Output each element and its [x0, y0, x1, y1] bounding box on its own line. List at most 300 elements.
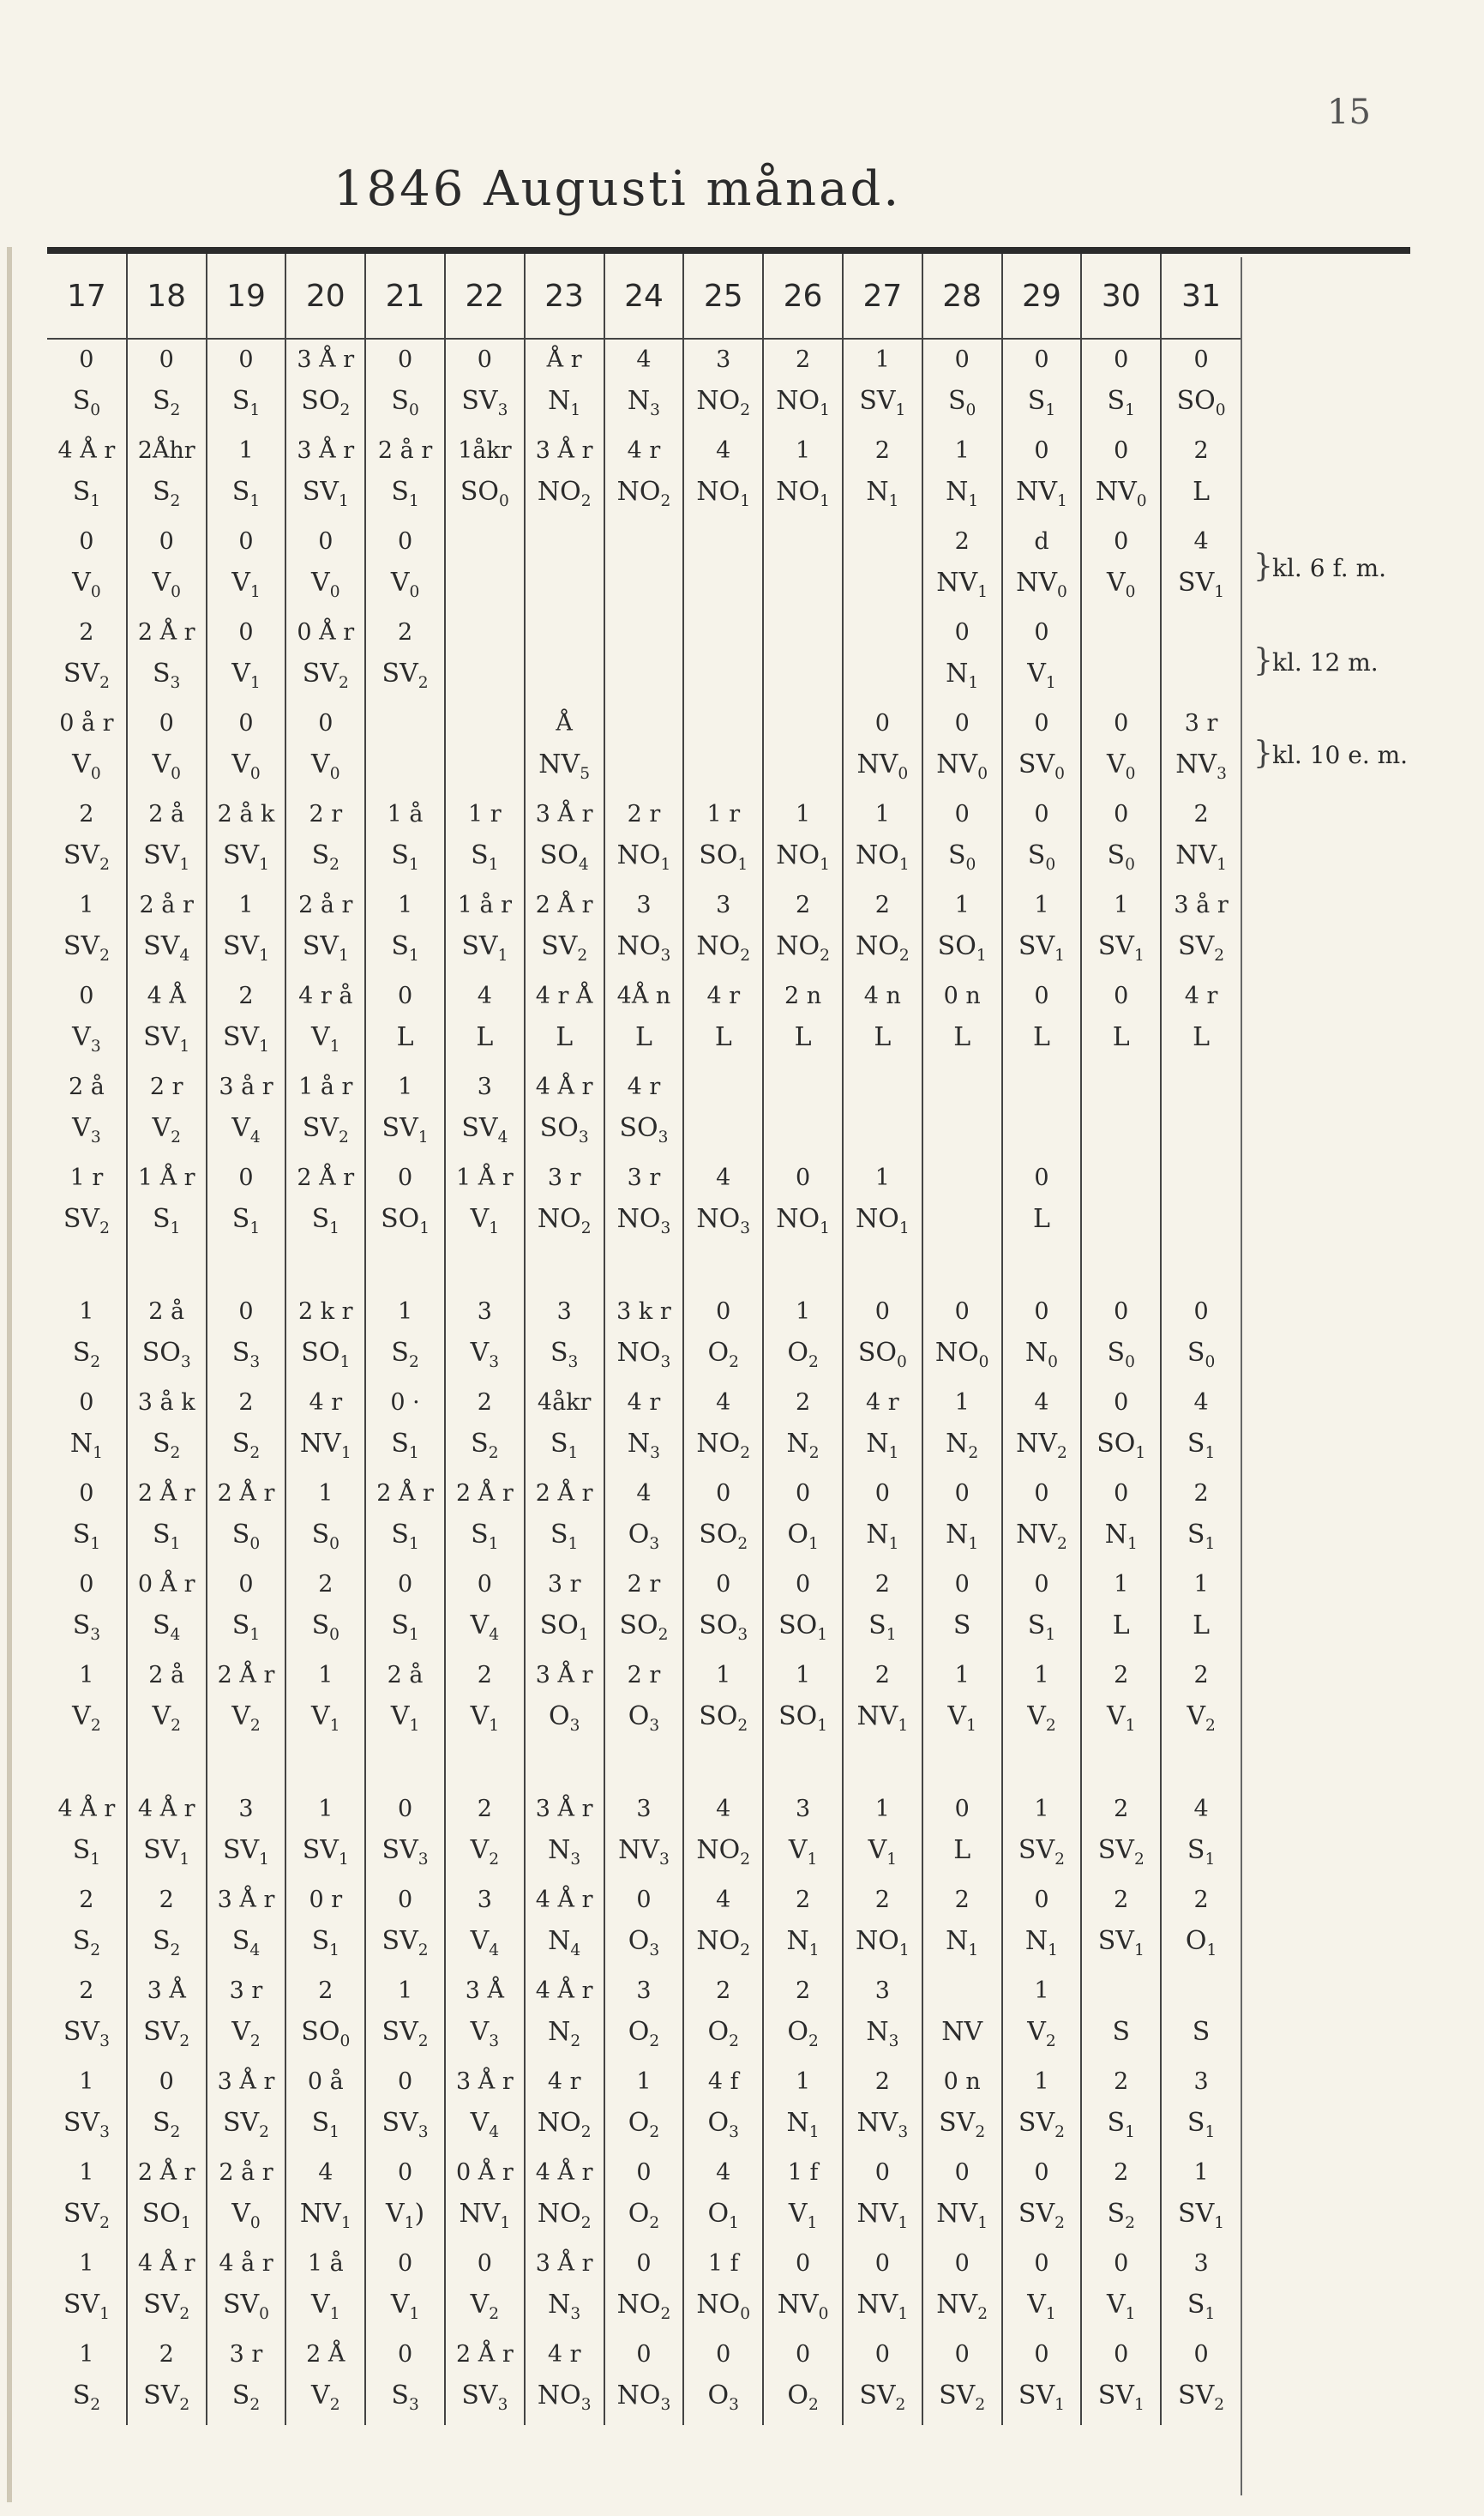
cloud-value: 0: [874, 2159, 890, 2186]
observation-cell: [365, 1789, 445, 1880]
observation-cell: [1161, 1382, 1241, 1473]
cloud-value: 3 r: [229, 2341, 263, 2368]
wind-value: $S_1$: [231, 1204, 261, 1237]
cloud-value: [1162, 612, 1241, 653]
wind-value: [1162, 653, 1241, 695]
wind-value: $N_2$: [548, 2017, 581, 2050]
cloud-value: 2 å: [148, 1662, 185, 1688]
observation-row: [47, 1473, 1241, 1564]
observation-cell: [47, 1158, 127, 1249]
wind-value: L: [794, 1022, 812, 1052]
spacer-cell: [1002, 1249, 1082, 1291]
observation-cell: [445, 1880, 525, 1971]
wind-value: $S_2$: [391, 1338, 419, 1371]
observation-cell: [1161, 521, 1241, 612]
cloud-value: 1 f: [707, 2250, 739, 2277]
spacer-cell: [365, 1249, 445, 1291]
wind-value: $S_2$: [471, 1429, 499, 1462]
observation-cell: [604, 430, 684, 521]
wind-value: L: [1033, 1204, 1050, 1234]
observation-cell: [285, 1880, 365, 1971]
wind-value: $S_2$: [72, 1338, 101, 1371]
observation-cell: [47, 1067, 127, 1158]
cloud-value: 1: [318, 1480, 333, 1507]
cloud-value: 0: [795, 2250, 811, 2277]
wind-value: $SV_2$: [541, 931, 588, 965]
wind-value: $V_4$: [470, 1926, 500, 1959]
wind-value: $NV_1$: [459, 2199, 511, 2232]
wind-value: $NO_3$: [616, 1338, 671, 1371]
observation-cell: [207, 521, 286, 612]
wind-value: $NO_3$: [616, 1204, 671, 1237]
wind-value: $NV_0$: [936, 749, 988, 783]
cloud-value: [1082, 612, 1160, 653]
wind-value: $NV_1$: [299, 1429, 351, 1462]
observation-cell: [285, 612, 365, 703]
observation-cell: [683, 1382, 763, 1473]
cloud-value: [1082, 1158, 1160, 1199]
observation-cell: [47, 1382, 127, 1473]
spacer-cell: [445, 1249, 525, 1291]
day-header-row: [47, 254, 1241, 339]
cloud-value: 0: [318, 528, 333, 555]
observation-cell: [207, 703, 286, 794]
observation-cell: [922, 1067, 1002, 1158]
wind-value: $N_1$: [786, 2108, 820, 2141]
observation-cell: [47, 703, 127, 794]
observation-cell: [1161, 2334, 1241, 2425]
observation-cell: [1081, 794, 1161, 885]
cloud-value: 1 Å r: [137, 1165, 195, 1191]
wind-value: $S_0$: [947, 840, 976, 874]
observation-cell: [365, 2243, 445, 2334]
cloud-value: 4 Å: [147, 983, 186, 1009]
wind-value: $S_1$: [391, 1610, 419, 1644]
wind-value: $S_4$: [231, 1926, 261, 1959]
wind-value: $N_1$: [786, 1926, 820, 1959]
day-header: 28: [922, 254, 1002, 339]
cloud-value: 1: [1034, 892, 1049, 918]
wind-value: $NV_0$: [1016, 568, 1067, 601]
observation-cell: [525, 1382, 604, 1473]
observation-cell: [1002, 1971, 1082, 2062]
observation-cell: [445, 1789, 525, 1880]
day-header: 26: [763, 254, 843, 339]
cloud-value: 2 å k: [217, 801, 275, 828]
spacer-cell: [285, 1746, 365, 1789]
wind-value: S: [1112, 2017, 1131, 2047]
wind-value: [1082, 653, 1160, 695]
wind-value: $SV_4$: [461, 1113, 508, 1147]
cloud-value: 0: [954, 619, 970, 646]
cloud-value: 4 r: [547, 2341, 581, 2368]
cloud-value: 0: [477, 2250, 492, 2277]
wind-value: $V_0$: [72, 568, 101, 601]
wind-value: $S_0$: [947, 386, 976, 419]
observation-cell: [683, 1655, 763, 1746]
observation-cell: [445, 2152, 525, 2243]
cloud-value: 0: [1193, 2341, 1209, 2368]
wind-value: $SV_1$: [222, 840, 270, 874]
observation-cell: [1161, 1473, 1241, 1564]
observation-cell: [445, 521, 525, 612]
observation-cell: [1081, 2334, 1161, 2425]
wind-value: $S_2$: [152, 477, 181, 510]
cloud-value: [526, 521, 604, 563]
cloud-value: 3: [636, 1977, 652, 2004]
observation-cell: [445, 1473, 525, 1564]
observation-cell: [127, 2334, 207, 2425]
wind-value: $NV_1$: [856, 2199, 909, 2232]
cloud-value: 0: [1034, 1298, 1049, 1325]
wind-value: $SV_3$: [382, 1835, 429, 1869]
observation-cell: [365, 1655, 445, 1746]
wind-value: $SV_2$: [302, 659, 349, 692]
cloud-value: 0: [716, 1480, 731, 1507]
cloud-value: 3: [477, 1074, 492, 1100]
observation-cell: [763, 1789, 843, 1880]
observation-cell: [1081, 1291, 1161, 1382]
wind-value: $O_3$: [707, 2108, 739, 2141]
wind-value: $V_1$: [231, 659, 261, 692]
cloud-value: [1162, 1971, 1241, 2012]
cloud-value: 4 f: [707, 2068, 739, 2095]
cloud-value: 0: [1034, 983, 1049, 1009]
observation-cell: [207, 1473, 286, 1564]
wind-value: $NO_2$: [616, 477, 671, 510]
cloud-value: 0: [397, 1571, 413, 1598]
observation-cell: [207, 1067, 286, 1158]
spacer-cell: [285, 1249, 365, 1291]
spacer-cell: [922, 1249, 1002, 1291]
cloud-value: 0: [1114, 2250, 1129, 2277]
cloud-value: 0: [238, 1298, 254, 1325]
cloud-value: 0: [1034, 2159, 1049, 2186]
wind-value: $SO_0$: [301, 2017, 351, 2050]
spacer-cell: [683, 1249, 763, 1291]
observation-cell: [1002, 1158, 1082, 1249]
wind-value: $SV_2$: [382, 1926, 429, 1959]
observation-cell: [445, 976, 525, 1067]
cloud-value: 0: [238, 528, 254, 555]
cloud-value: [923, 1971, 1001, 2012]
wind-value: $S_0$: [1107, 840, 1135, 874]
observation-cell: [922, 885, 1002, 976]
wind-value: $S_1$: [550, 1520, 579, 1553]
day-header: 21: [365, 254, 445, 339]
wind-value: $NO_2$: [856, 931, 910, 965]
cloud-value: 0: [1193, 1298, 1209, 1325]
wind-value: $V_1$: [1027, 659, 1056, 692]
cloud-value: 0: [1114, 1298, 1129, 1325]
observation-cell: [843, 1067, 922, 1158]
cloud-value: 2 Å r: [376, 1480, 434, 1507]
cloud-value: 3: [556, 1298, 572, 1325]
observation-cell: [843, 1473, 922, 1564]
wind-value: $SV_3$: [63, 2017, 110, 2050]
wind-value: [1162, 1199, 1241, 1240]
wind-value: $SV_3$: [461, 386, 508, 419]
cloud-value: 0 å: [307, 2068, 344, 2095]
cloud-value: 0: [238, 1571, 254, 1598]
note-label: kl. 12 m.: [1272, 648, 1379, 677]
wind-value: [844, 563, 922, 604]
cloud-value: 2: [1114, 2068, 1129, 2095]
cloud-value: 1: [318, 1662, 333, 1688]
wind-value: [446, 744, 524, 785]
observation-cell: [1161, 1971, 1241, 2062]
observation-cell: [445, 1971, 525, 2062]
observation-cell: [843, 1158, 922, 1249]
wind-value: L: [953, 1022, 971, 1052]
observation-cell: [525, 2062, 604, 2152]
observation-cell: [445, 885, 525, 976]
weather-table: [47, 254, 1241, 2425]
observation-cell: [1081, 430, 1161, 521]
wind-value: S: [1192, 2017, 1211, 2047]
cloud-value: [605, 612, 683, 653]
observation-cell: [365, 1291, 445, 1382]
wind-value: $SV_2$: [63, 840, 110, 874]
wind-value: $SV_1$: [222, 1835, 270, 1869]
day-header: 17: [47, 254, 127, 339]
wind-value: $V_1$: [231, 568, 261, 601]
wind-value: $NV_0$: [777, 2290, 829, 2323]
wind-value: $S_0$: [311, 1520, 339, 1553]
observation-cell: [683, 2243, 763, 2334]
wind-value: $SO_1$: [539, 1610, 589, 1644]
wind-value: $SO_2$: [699, 1701, 748, 1735]
observation-cell: [127, 612, 207, 703]
wind-value: [684, 563, 762, 604]
wind-value: $V_1$: [390, 1701, 420, 1735]
observation-cell: [285, 1382, 365, 1473]
observation-cell: [47, 2152, 127, 2243]
observation-cell: [285, 521, 365, 612]
observation-cell: [1161, 794, 1241, 885]
cloud-value: 3 Å r: [456, 2068, 514, 2095]
observation-cell: [763, 1382, 843, 1473]
wind-value: $SO_0$: [1176, 386, 1226, 419]
observation-cell: [1081, 703, 1161, 794]
observation-cell: [604, 885, 684, 976]
cloud-value: 2: [716, 1977, 731, 2004]
cloud-value: 3 å r: [219, 1074, 273, 1100]
observation-cell: [763, 339, 843, 430]
cloud-value: 2 Å r: [456, 2341, 514, 2368]
observation-cell: [1161, 339, 1241, 430]
wind-value: $S_1$: [550, 1429, 579, 1462]
wind-value: $SO_1$: [937, 931, 987, 965]
observation-cell: [47, 1971, 127, 2062]
wind-value: $SO_0$: [460, 477, 509, 510]
wind-value: $S_1$: [152, 1520, 181, 1553]
observation-cell: [525, 521, 604, 612]
cloud-value: 0: [716, 2341, 731, 2368]
cloud-value: 1: [874, 1165, 890, 1191]
cloud-value: 2: [397, 619, 413, 646]
cloud-value: 1: [795, 2068, 811, 2095]
cloud-value: 1: [397, 1977, 413, 2004]
observation-cell: [922, 1158, 1002, 1249]
observation-cell: [763, 2152, 843, 2243]
cloud-value: 4: [1193, 1389, 1209, 1416]
cloud-value: 0: [79, 1480, 94, 1507]
observation-cell: [683, 794, 763, 885]
observation-row: [47, 2334, 1241, 2425]
wind-value: $V_3$: [470, 1338, 500, 1371]
wind-value: $N_4$: [548, 1926, 581, 1959]
wind-value: $N_1$: [946, 477, 979, 510]
spacer-cell: [525, 1746, 604, 1789]
wind-value: $SV_1$: [1097, 2381, 1145, 2414]
observation-cell: [1002, 2334, 1082, 2425]
observation-cell: [525, 430, 604, 521]
wind-value: $V_1$: [788, 1835, 818, 1869]
wind-value: $V_2$: [152, 1113, 181, 1147]
wind-value: $SO_1$: [1096, 1429, 1146, 1462]
cloud-value: 0: [636, 2250, 652, 2277]
observation-cell: [445, 430, 525, 521]
note-label: kl. 6 f. m.: [1272, 554, 1387, 582]
wind-value: $S_1$: [231, 477, 261, 510]
wind-value: $V_0$: [311, 568, 340, 601]
spacer-cell: [445, 1746, 525, 1789]
observation-cell: [47, 1473, 127, 1564]
observation-cell: [525, 1880, 604, 1971]
observation-cell: [922, 2062, 1002, 2152]
wind-value: $SV_2$: [302, 1113, 349, 1147]
cloud-value: 2: [79, 801, 94, 828]
observation-cell: [365, 1971, 445, 2062]
cloud-value: 0: [716, 1298, 731, 1325]
cloud-value: 1: [79, 2341, 94, 2368]
observation-cell: [445, 1291, 525, 1382]
observation-cell: [207, 2152, 286, 2243]
wind-value: $S_2$: [152, 1429, 181, 1462]
wind-value: [605, 653, 683, 695]
cloud-value: 1: [874, 1796, 890, 1822]
observation-cell: [127, 1789, 207, 1880]
wind-value: [1003, 1108, 1081, 1149]
wind-value: $O_2$: [628, 2199, 660, 2232]
wind-value: $SV_2$: [63, 1204, 110, 1237]
wind-value: $NV_3$: [618, 1835, 670, 1869]
wind-value: [764, 744, 842, 785]
observation-cell: [1161, 2062, 1241, 2152]
observation-cell: [604, 1382, 684, 1473]
cloud-value: 0: [397, 1796, 413, 1822]
observation-cell: [445, 612, 525, 703]
observation-cell: [843, 2152, 922, 2243]
cloud-value: 3 r: [547, 1165, 581, 1191]
observation-cell: [604, 2243, 684, 2334]
cloud-value: 4 r: [1184, 983, 1218, 1009]
observation-cell: [445, 1655, 525, 1746]
cloud-value: 3 Å r: [535, 437, 593, 464]
observation-cell: [922, 430, 1002, 521]
wind-value: $O_3$: [628, 1520, 660, 1553]
wind-value: [764, 563, 842, 604]
wind-value: $O_1$: [1185, 1926, 1217, 1959]
cloud-value: 1: [795, 1662, 811, 1688]
wind-value: $V_4$: [470, 1610, 500, 1644]
wind-value: $SV_1$: [222, 931, 270, 965]
observation-cell: [843, 2062, 922, 2152]
wind-value: NV: [941, 2017, 983, 2047]
wind-value: $V_0$: [231, 2199, 261, 2232]
wind-value: $V_2$: [152, 1701, 181, 1735]
cloud-value: 0: [1114, 346, 1129, 373]
cloud-value: 0: [716, 1571, 731, 1598]
cloud-value: 0: [954, 1571, 970, 1598]
wind-value: $V_0$: [390, 568, 420, 601]
wind-value: $S_2$: [72, 1926, 101, 1959]
wind-value: $V_1$: [1107, 1701, 1136, 1735]
cloud-value: 0: [1114, 528, 1129, 555]
cloud-value: 4: [716, 1165, 731, 1191]
observation-cell: [1002, 703, 1082, 794]
observation-cell: [285, 1158, 365, 1249]
observation-cell: [1161, 1067, 1241, 1158]
wind-value: $V_0$: [1107, 568, 1136, 601]
wind-value: $SV_2$: [382, 2017, 429, 2050]
cloud-value: 2: [79, 1977, 94, 2004]
observation-row: [47, 339, 1241, 430]
wind-value: $SV_2$: [382, 659, 429, 692]
wind-value: $V_0$: [231, 749, 261, 783]
wind-value: $S_1$: [1187, 1429, 1216, 1462]
observation-cell: [127, 1067, 207, 1158]
wind-value: L: [1112, 1610, 1130, 1640]
observation-cell: [1081, 1564, 1161, 1655]
observation-row: [47, 976, 1241, 1067]
wind-value: $SV_4$: [143, 931, 190, 965]
observation-cell: [1161, 2243, 1241, 2334]
observation-cell: [127, 430, 207, 521]
observation-cell: [47, 2334, 127, 2425]
cloud-value: 0: [159, 2068, 174, 2095]
cloud-value: 2: [795, 346, 811, 373]
cloud-value: 0: [79, 1571, 94, 1598]
cloud-value: [526, 612, 604, 653]
observation-cell: [207, 976, 286, 1067]
wind-value: $SV_0$: [1018, 749, 1065, 783]
observation-cell: [127, 1564, 207, 1655]
wind-value: S: [952, 1610, 971, 1640]
cloud-value: 1 f: [787, 2159, 819, 2186]
observation-cell: [1002, 1291, 1082, 1382]
wind-value: $S_1$: [231, 1610, 261, 1644]
cloud-value: 2: [795, 1887, 811, 1913]
observation-cell: [1081, 1655, 1161, 1746]
wind-value: $N_1$: [946, 659, 979, 692]
spacer-cell: [525, 1249, 604, 1291]
observation-cell: [365, 2334, 445, 2425]
observation-cell: [843, 794, 922, 885]
observation-cell: [207, 1564, 286, 1655]
observation-cell: [683, 2152, 763, 2243]
spacer-cell: [1002, 1746, 1082, 1789]
observation-cell: [285, 2243, 365, 2334]
cloud-value: 0: [397, 2068, 413, 2095]
wind-value: $SV_2$: [63, 931, 110, 965]
cloud-value: 2 Å r: [137, 2159, 195, 2186]
wind-value: $NO_1$: [616, 840, 671, 874]
wind-value: $SV_1$: [1178, 568, 1225, 601]
observation-cell: [843, 612, 922, 703]
wind-value: $SO_1$: [381, 1204, 430, 1237]
